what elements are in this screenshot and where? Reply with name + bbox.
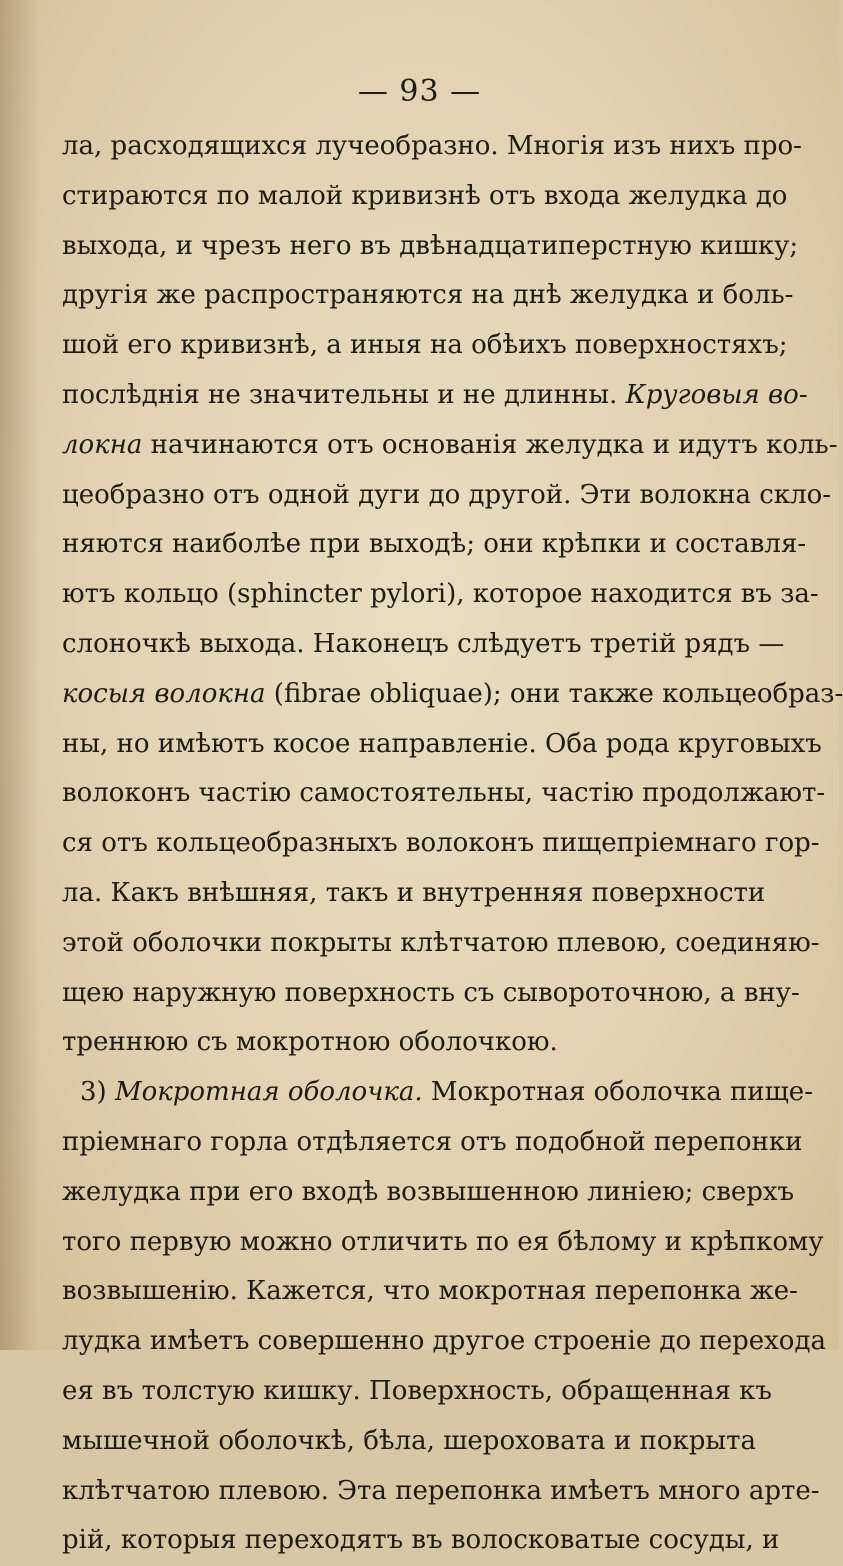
text-segment: 3) bbox=[80, 1077, 115, 1108]
text-line bbox=[62, 1168, 795, 1218]
text-line bbox=[62, 1417, 756, 1467]
text-line bbox=[62, 620, 785, 670]
text-segment: треннюю съ мокротною оболочкою. bbox=[62, 1027, 558, 1058]
text-segment: выхода, и чрезъ него въ двѣнадцатиперстную кишку; bbox=[62, 230, 799, 261]
text-segment: этой оболочки покрыты клѣтчатою плевою, соединяю- bbox=[62, 927, 820, 958]
text-line bbox=[62, 869, 766, 919]
text-line bbox=[62, 222, 799, 272]
text-segment: желудка при его входѣ возвышенною линіею; сверхъ bbox=[62, 1176, 795, 1207]
text-segment: цеобразно отъ одной дуги до другой. Эти волокна скло- bbox=[62, 479, 832, 510]
text-segment: волоконъ частію самостоятельны, частію продолжают- bbox=[62, 778, 826, 809]
text-line bbox=[62, 421, 838, 471]
text-segment: няются наиболѣе при выходѣ; они крѣпки и составля- bbox=[62, 529, 807, 560]
text-segment: ла. Какъ внѣшняя, такъ и внутренняя поверхности bbox=[62, 877, 766, 908]
italic-text: косыя волокна bbox=[62, 678, 266, 709]
text-line bbox=[62, 520, 807, 570]
text-segment: ла, расходящихся лучеобразно. Многія изъ нихъ про- bbox=[62, 131, 802, 161]
text-segment: ютъ кольцо (sphincter pylori), которое находится въ за- bbox=[62, 579, 819, 610]
page-number: — 93 — bbox=[357, 74, 482, 109]
italic-text: Мокротная оболочка. bbox=[114, 1077, 423, 1108]
text-line bbox=[62, 1218, 824, 1268]
text-line bbox=[62, 1516, 780, 1566]
text-line bbox=[62, 321, 788, 371]
text-segment: того первую можно отличить по ея бѣлому и крѣпкому bbox=[62, 1226, 824, 1257]
text-line bbox=[62, 1317, 826, 1367]
text-segment: послѣднія не значительны и не длинны. bbox=[62, 379, 626, 410]
text-line bbox=[62, 969, 800, 1019]
text-line bbox=[62, 919, 820, 969]
text-line bbox=[62, 1018, 756, 1068]
text-segment: другія же распространяются на днѣ желудка и боль- bbox=[62, 280, 794, 311]
text-segment: лудка имѣетъ совершенно другое строеніе до перехода bbox=[62, 1326, 826, 1357]
text-line bbox=[62, 670, 843, 720]
text-line bbox=[62, 1068, 813, 1118]
text-line bbox=[62, 1467, 820, 1517]
text-line bbox=[62, 570, 819, 620]
text-segment: ея въ толстую кишку. Поверхность, обращенная къ bbox=[62, 1375, 772, 1406]
text-segment: рій, которыя переходятъ въ волосковатые сосуды, и bbox=[62, 1525, 780, 1556]
text-line bbox=[62, 819, 820, 869]
text-line bbox=[62, 769, 826, 819]
text-segment: мышечной оболочкѣ, бѣла, шероховата и покрыта bbox=[62, 1425, 756, 1456]
text-line bbox=[62, 172, 788, 222]
text-segment: возвышенію. Кажется, что мокротная перепонка же- bbox=[62, 1276, 798, 1307]
text-segment: ся отъ кольцеобразныхъ волоконъ пищепріемнаго гор- bbox=[62, 828, 820, 859]
text-segment: щею наружную поверхность съ сывороточною, а вну- bbox=[62, 977, 800, 1008]
text-line bbox=[62, 720, 822, 770]
text-line bbox=[62, 271, 794, 321]
body-text bbox=[62, 122, 843, 1566]
text-line bbox=[62, 1367, 772, 1417]
text-segment: клѣтчатою плевою. Эта перепонка имѣетъ много арте- bbox=[62, 1475, 820, 1506]
text-line bbox=[62, 122, 802, 172]
text-segment: слоночкѣ выхода. Наконецъ слѣдуетъ третій рядъ — bbox=[62, 628, 785, 659]
text-segment: пріемнаго горла отдѣляется отъ подобной перепонки bbox=[62, 1126, 803, 1157]
text-segment: шой его кривизнѣ, а иныя на обѣихъ поверхностяхъ; bbox=[62, 330, 788, 361]
text-segment: начинаются отъ основанія желудка и идутъ коль- bbox=[142, 429, 838, 460]
text-segment: Мокротная оболочка пище- bbox=[422, 1077, 813, 1108]
text-line bbox=[62, 371, 808, 421]
italic-text: локна bbox=[62, 429, 143, 460]
text-line bbox=[62, 471, 832, 521]
italic-text: Круговыя во- bbox=[625, 379, 808, 410]
text-segment: стираются по малой кривизнѣ отъ входа желудка до bbox=[62, 180, 788, 211]
text-segment: ны, но имѣютъ косое направленіе. Оба рода круговыхъ bbox=[62, 728, 822, 759]
text-line bbox=[62, 1267, 798, 1317]
text-line bbox=[62, 1118, 803, 1168]
text-segment: (fibrae obliquae); они также кольцеобраз- bbox=[265, 678, 843, 709]
